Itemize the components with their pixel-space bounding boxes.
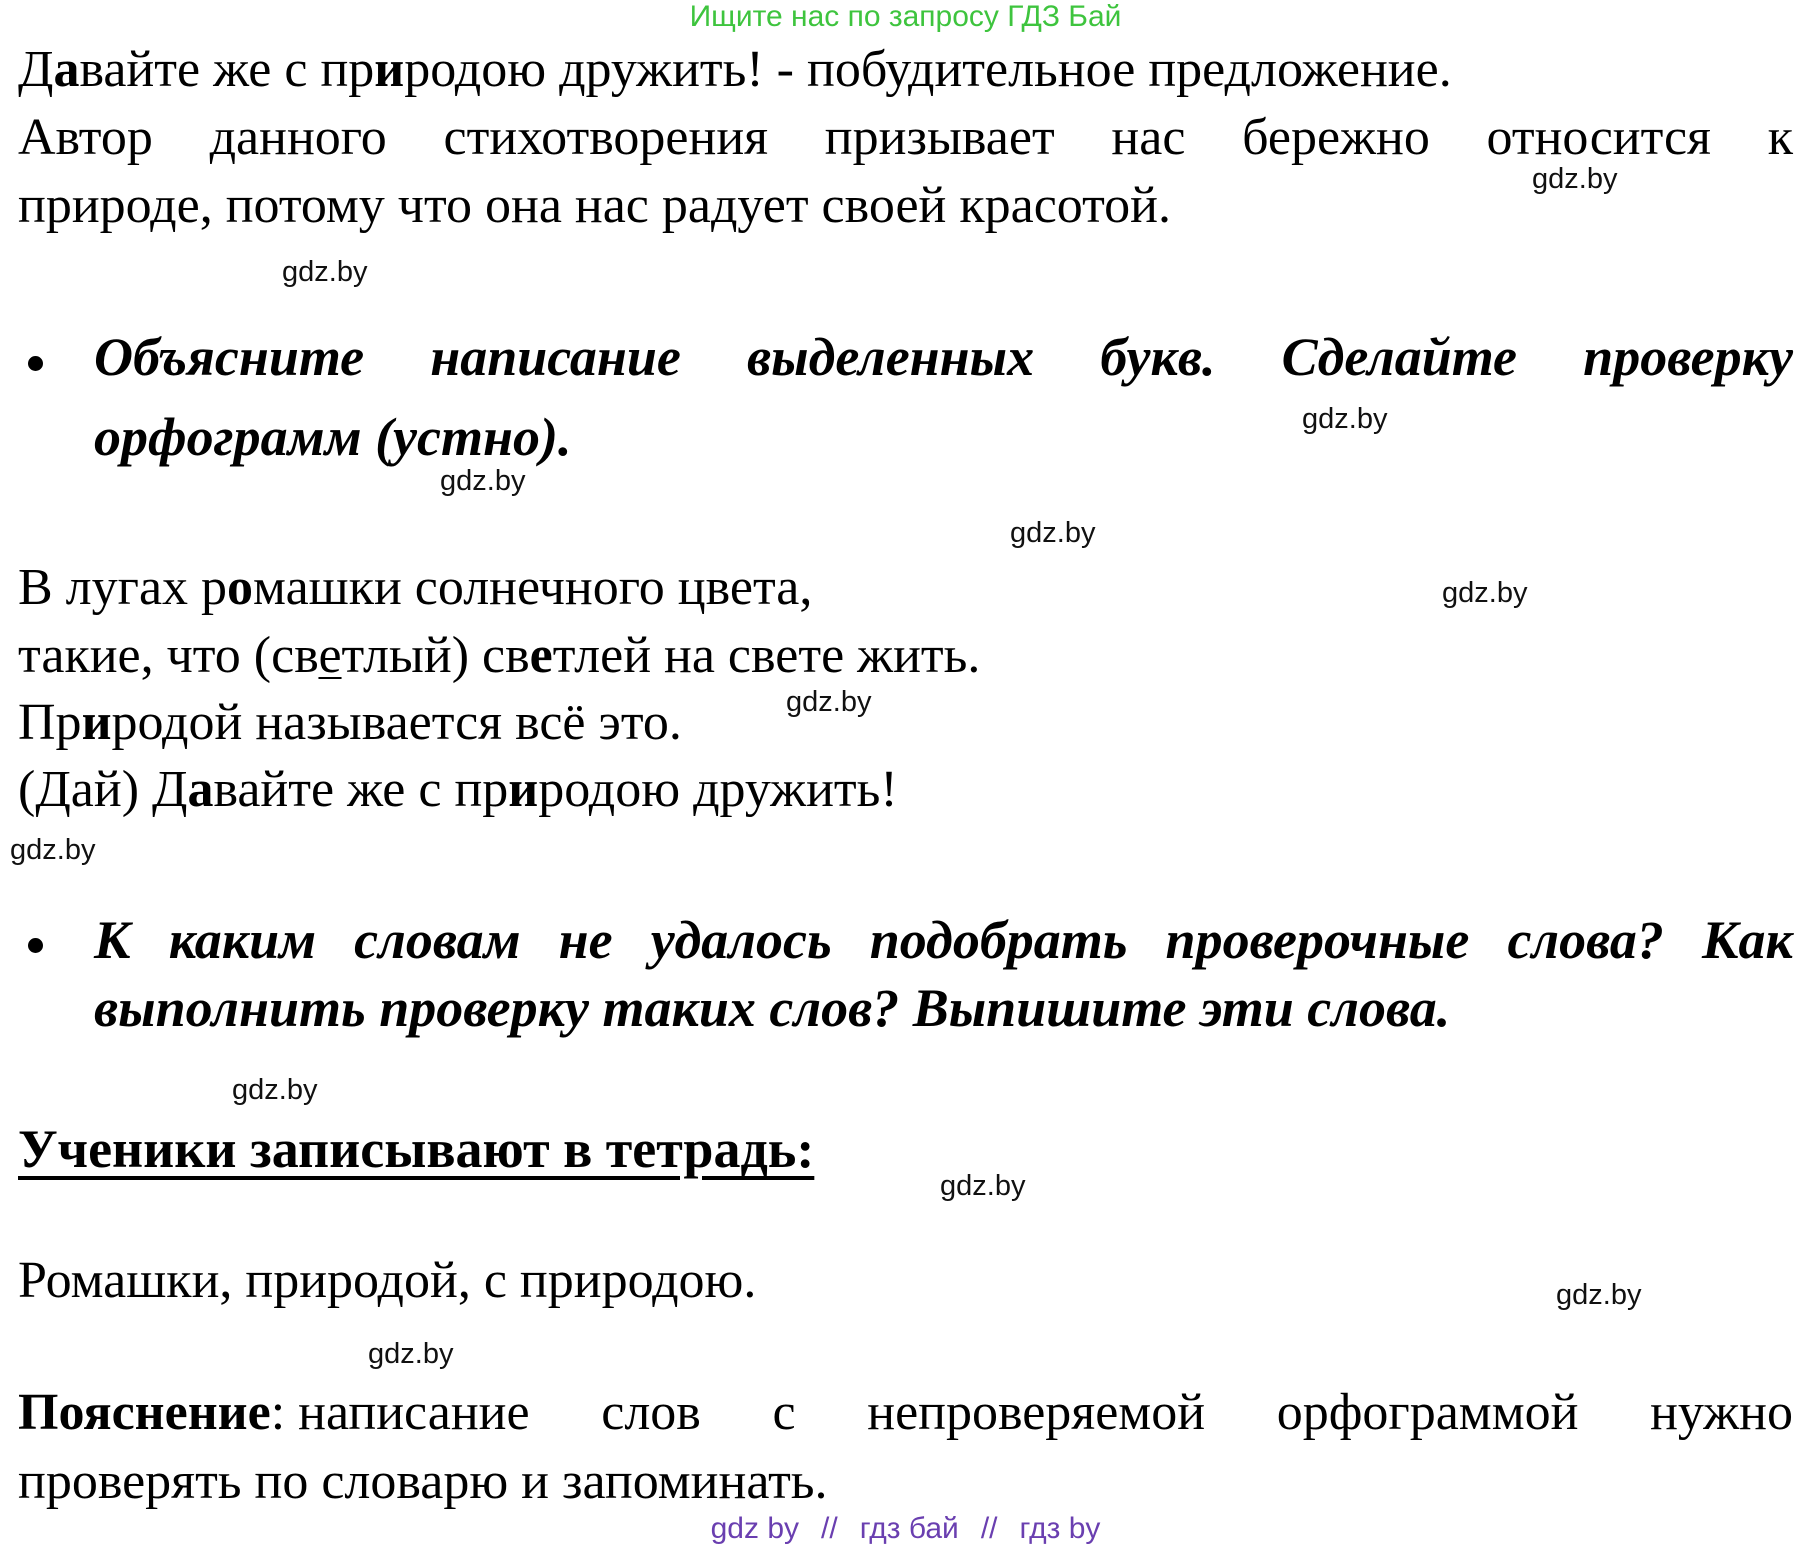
poem-line4 (18, 761, 898, 818)
word: стихотворения (443, 109, 769, 166)
word: Сделайте (1281, 327, 1518, 387)
text: (Дай) Д (18, 761, 188, 818)
word: орфограммой (1276, 1384, 1579, 1441)
word: Объясните (94, 327, 365, 387)
word: призывает (824, 109, 1055, 166)
para1-line2 (18, 109, 1793, 166)
watermark: gdz.by (232, 1074, 318, 1106)
bullet (28, 938, 43, 953)
text: тлей на свете жить. (552, 627, 981, 684)
text: машки солнечного цвета, (253, 559, 813, 616)
top-banner: Ищите нас по запросу ГДЗ Бай (689, 0, 1122, 33)
watermark: gdz.by (368, 1338, 454, 1370)
word: нужно (1650, 1384, 1793, 1441)
footer-text: гдз by (1019, 1512, 1101, 1545)
highlight-letter: и (508, 761, 539, 818)
poem-line2 (18, 627, 981, 684)
watermark: gdz.by (786, 686, 872, 718)
word: удалось (650, 910, 832, 970)
highlight-letter: и (81, 694, 112, 751)
para1-line1 (18, 41, 1452, 98)
text: вайте же с пр (79, 41, 375, 98)
word: с (772, 1384, 796, 1441)
word: проверку (1583, 327, 1793, 387)
text: Пр (18, 694, 82, 751)
text: такие, что (св (18, 627, 319, 684)
highlight-letter: е (529, 627, 553, 684)
watermark: gdz.by (1556, 1279, 1642, 1311)
watermark: gdz.by (282, 256, 368, 288)
watermark: gdz.by (440, 465, 526, 497)
highlight-letter: а (53, 41, 80, 98)
underlined-letter: е (318, 627, 342, 684)
word: данного (209, 109, 387, 166)
word: не (558, 910, 613, 970)
answer-line: Ромашки, природой, с природою. (18, 1252, 757, 1309)
word: букв. (1100, 327, 1216, 387)
footer-separator: // (980, 1512, 998, 1545)
word: словам (354, 910, 521, 970)
watermark: gdz.by (1010, 517, 1096, 549)
word: к (1767, 109, 1793, 166)
watermark: gdz.by (940, 1170, 1026, 1202)
poem-line1 (18, 559, 813, 616)
word: нас (1111, 109, 1186, 166)
task1-line1 (94, 327, 1793, 387)
task1-line2: орфограмм (устно). (94, 407, 572, 467)
explanation-line2: проверять по словарю и запоминать. (18, 1453, 828, 1510)
explanation-line1 (18, 1384, 1793, 1441)
poem-line3 (18, 694, 682, 751)
word: выделенных (746, 327, 1035, 387)
highlight-letter: о (227, 559, 254, 616)
footer-text: gdz by (710, 1512, 800, 1545)
text: вайте же с пр (213, 761, 509, 818)
footer (0, 1512, 1811, 1546)
word: подобрать (869, 910, 1128, 970)
word: : написание (270, 1384, 530, 1441)
footer-text: гдз бай (859, 1512, 959, 1545)
highlight-letter: и (374, 41, 405, 98)
watermark: gdz.by (1302, 403, 1388, 435)
word: написание (430, 327, 681, 387)
bullet (28, 356, 43, 371)
word: слов (601, 1384, 701, 1441)
text: Д (18, 41, 54, 98)
watermark: gdz.by (1532, 163, 1618, 195)
text: родою дружить! - побудительное предложение. (404, 41, 1452, 98)
watermark: gdz.by (1442, 577, 1528, 609)
explanation-label: Пояснение (18, 1384, 271, 1441)
word: Как (1701, 910, 1793, 970)
highlight-letter: а (187, 761, 214, 818)
word: слова? (1507, 910, 1664, 970)
word: К (94, 910, 131, 970)
word: относится (1486, 109, 1711, 166)
watermark: gdz.by (10, 834, 96, 866)
text: родою дружить! (538, 761, 898, 818)
text: родой называется всё это. (111, 694, 682, 751)
text: В лугах р (18, 559, 228, 616)
task2-line1 (94, 910, 1793, 970)
word: Автор (18, 109, 153, 166)
word: каким (168, 910, 317, 970)
task2-line2: выполнить проверку таких слов? Выпишите эти слова. (94, 978, 1451, 1038)
text: тлый) св (341, 627, 530, 684)
word: проверочные (1165, 910, 1470, 970)
footer-separator: // (821, 1512, 838, 1545)
word: непроверяемой (867, 1384, 1206, 1441)
section-heading: Ученики записывают в тетрадь: (18, 1119, 815, 1179)
word: бережно (1242, 109, 1430, 166)
para1-line3: природе, потому что она нас радует своей красотой. (18, 177, 1171, 234)
